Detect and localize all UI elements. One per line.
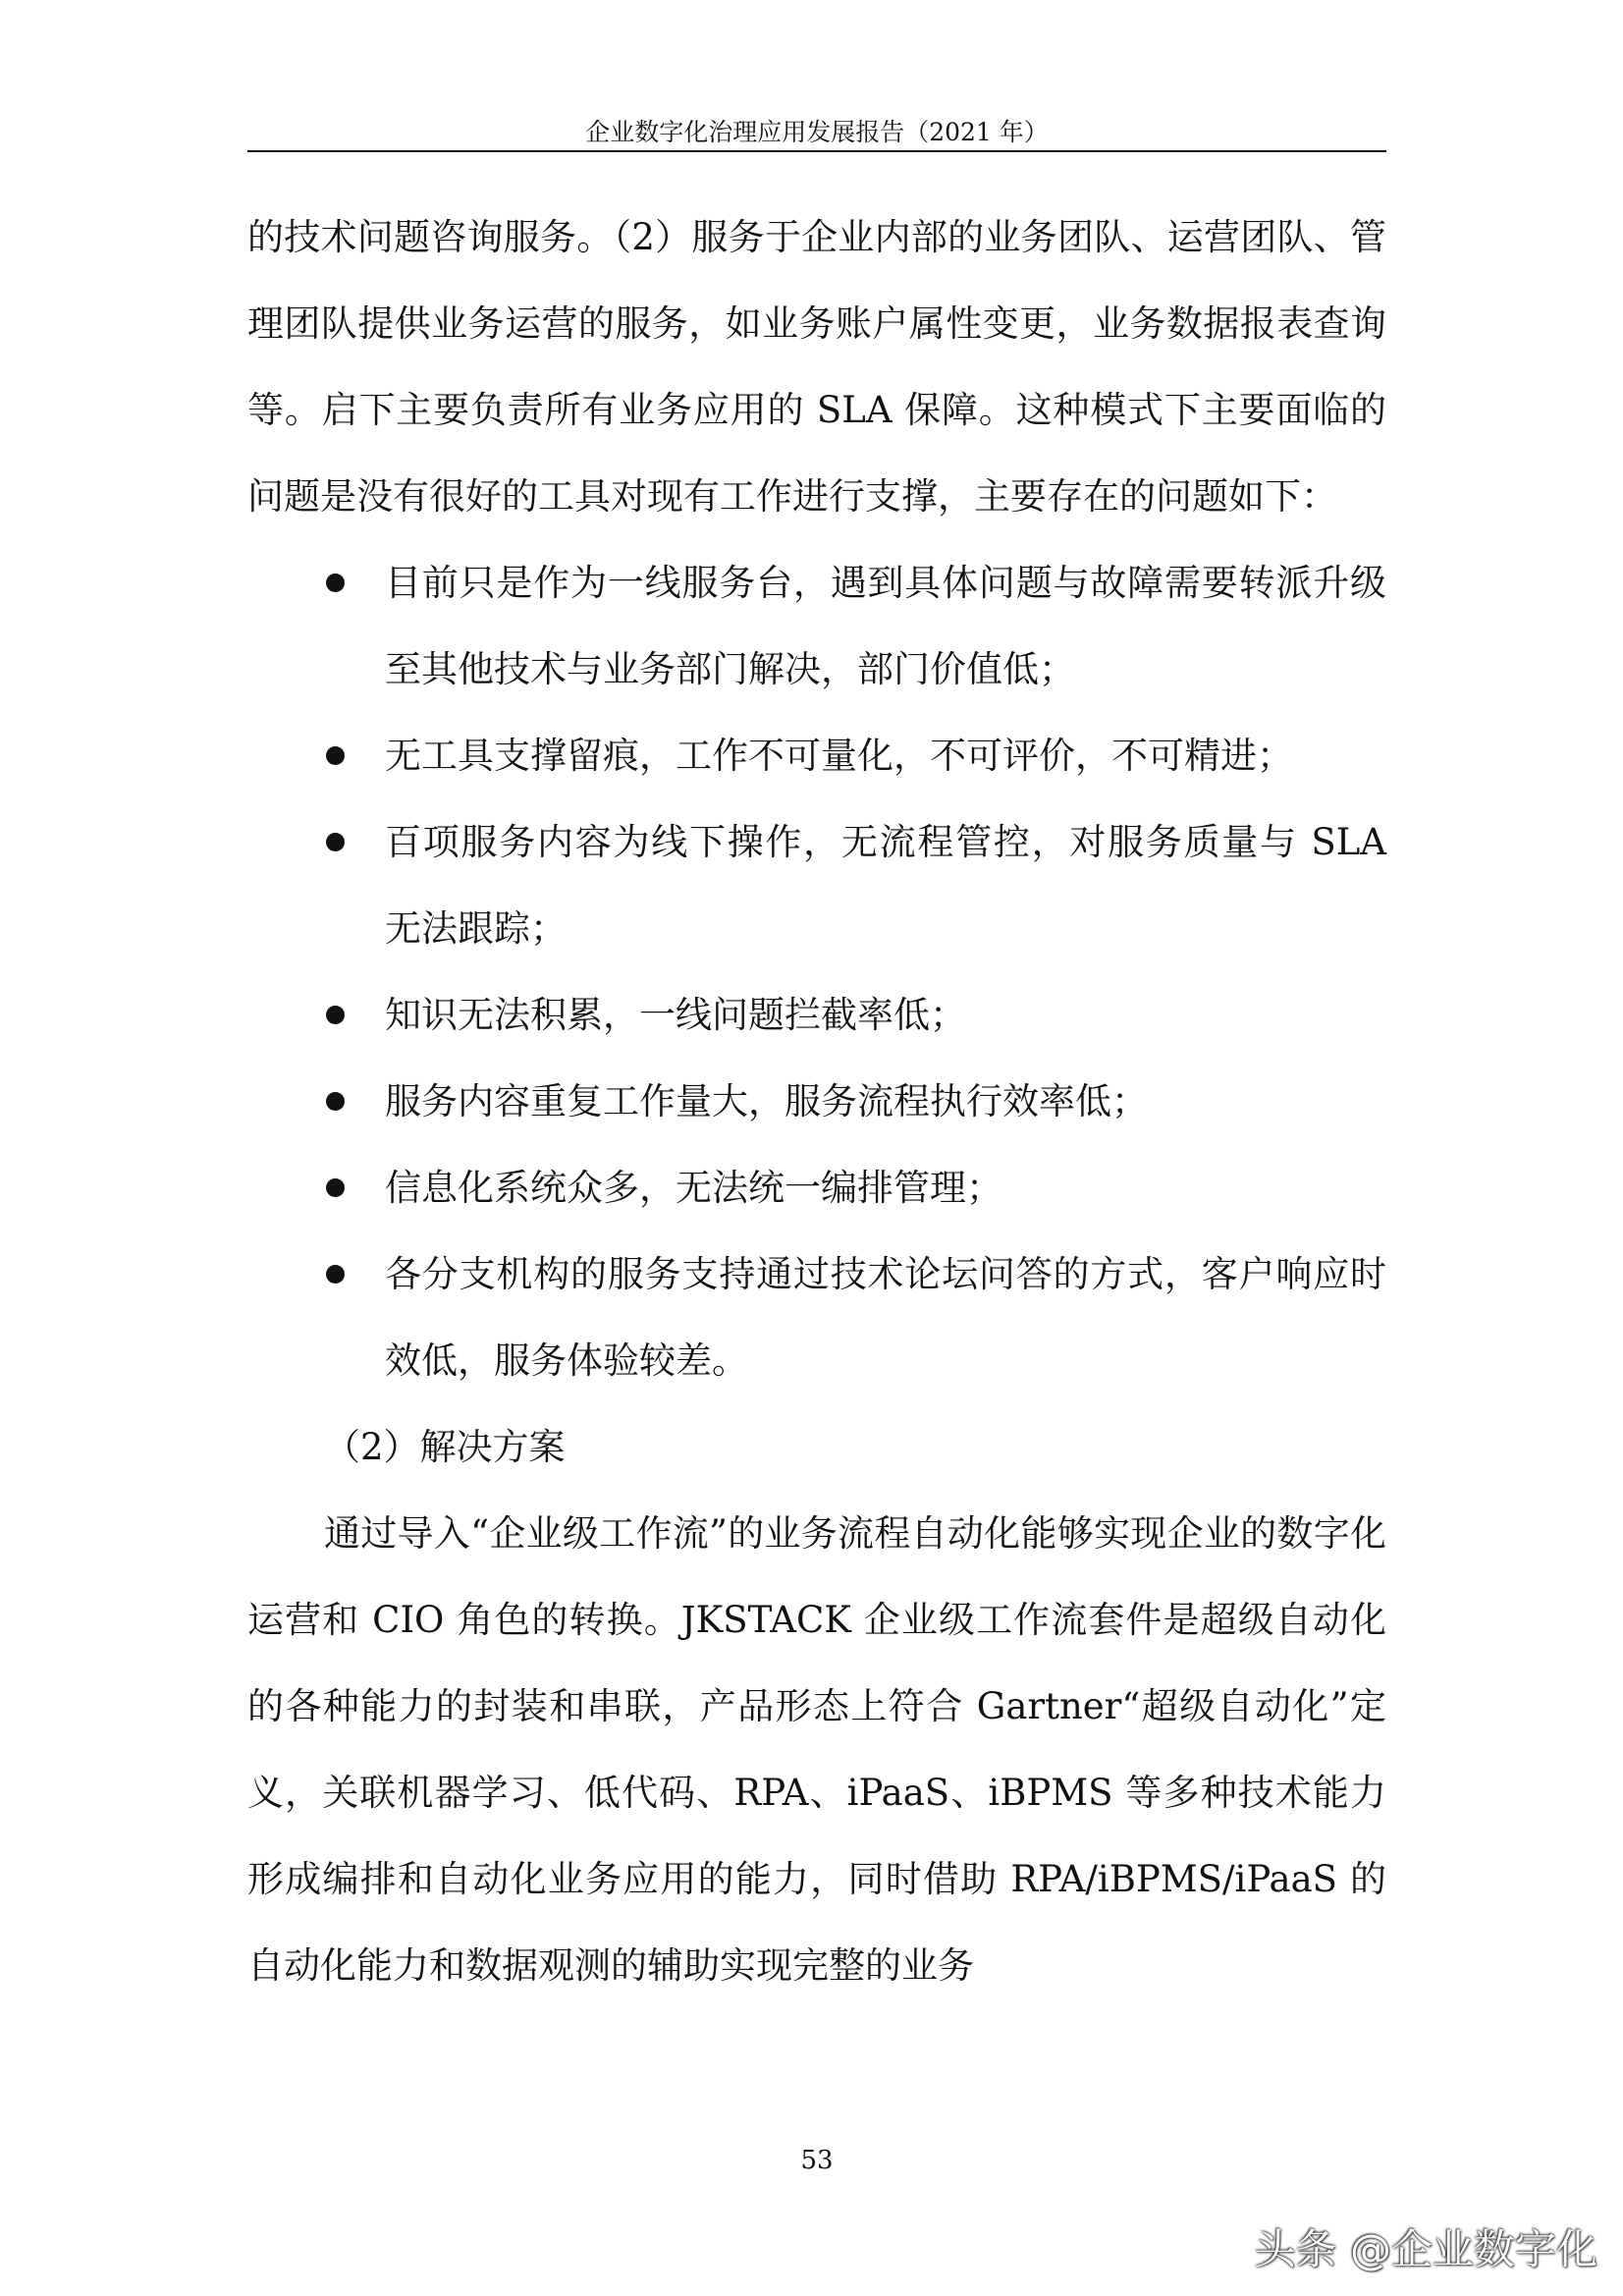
list-item-text: 目前只是作为一线服务台，遇到具体问题与故障需要转派升级至其他技术与业务部门解决，部门价值低； bbox=[385, 562, 1386, 690]
list-item-text: 服务内容重复工作量大，服务流程执行效率低； bbox=[385, 1080, 1148, 1122]
intro-paragraph: 的技术问题咨询服务。（2）服务于企业内部的业务团队、运营团队、管理团队提供业务运营的服务，如业务账户属性变更，业务数据报表查询等。启下主要负责所有业务应用的 SLA 保障。这种模式下主要面临的问题是没有很好的工具对现有工作进行支撑，主要存在的问题如下： bbox=[247, 216, 1386, 518]
bullet-icon bbox=[326, 1092, 345, 1111]
list-item bbox=[247, 972, 1386, 1059]
list-item-text: 知识无法积累，一线问题拦截率低； bbox=[385, 994, 966, 1036]
list-item bbox=[247, 799, 1386, 972]
bullet-icon bbox=[326, 833, 345, 851]
bullet-icon bbox=[326, 574, 345, 592]
list-item bbox=[247, 713, 1386, 799]
section-subheading: （2）解决方案 bbox=[324, 1426, 566, 1468]
page-header bbox=[247, 116, 1386, 149]
list-item-text: 无工具支撑留痕，工作不可量化，不可评价，不可精进； bbox=[385, 735, 1293, 777]
bullet-icon bbox=[326, 1265, 345, 1284]
page-number-text: 53 bbox=[800, 2146, 834, 2175]
page-body bbox=[247, 194, 1386, 2009]
solution-paragraph: 通过导入“企业级工作流”的业务流程自动化能够实现企业的数字化运营和 CIO 角色的转换。JKSTACK 企业级工作流套件是超级自动化的各种能力的封装和串联，产品形态上符合 Gartner“超级自动化”定义，关联机器学习、低代码、RPA、iPaaS、iBPMS 等多种技术能力形成编排和自动化业务应用的能力，同时借助 RPA/iBPMS/iPaaS 的自动化能力和数据观测的辅助实现完整的业务 bbox=[247, 1512, 1386, 1987]
list-item-text: 信息化系统众多，无法统一编排管理； bbox=[385, 1167, 1002, 1209]
bullet-icon bbox=[326, 1006, 345, 1024]
header-divider bbox=[247, 150, 1386, 152]
list-item-text: 各分支机构的服务支持通过技术论坛问答的方式，客户响应时效低，服务体验较差。 bbox=[385, 1253, 1386, 1382]
bullet-icon bbox=[326, 1178, 345, 1197]
watermark-text: 头条 @企业数字化 bbox=[1254, 2225, 1597, 2273]
problem-list bbox=[247, 540, 1386, 1404]
list-item bbox=[247, 1059, 1386, 1145]
bullet-icon bbox=[326, 746, 345, 765]
report-title: 企业数字化治理应用发展报告（2021 年） bbox=[585, 118, 1049, 146]
watermark bbox=[1255, 2225, 1597, 2274]
list-item bbox=[247, 1145, 1386, 1231]
page-number bbox=[247, 2144, 1386, 2177]
list-item bbox=[247, 1231, 1386, 1404]
list-item bbox=[247, 540, 1386, 713]
list-item-text: 百项服务内容为线下操作，无流程管控，对服务质量与 SLA 无法跟踪； bbox=[385, 821, 1386, 950]
